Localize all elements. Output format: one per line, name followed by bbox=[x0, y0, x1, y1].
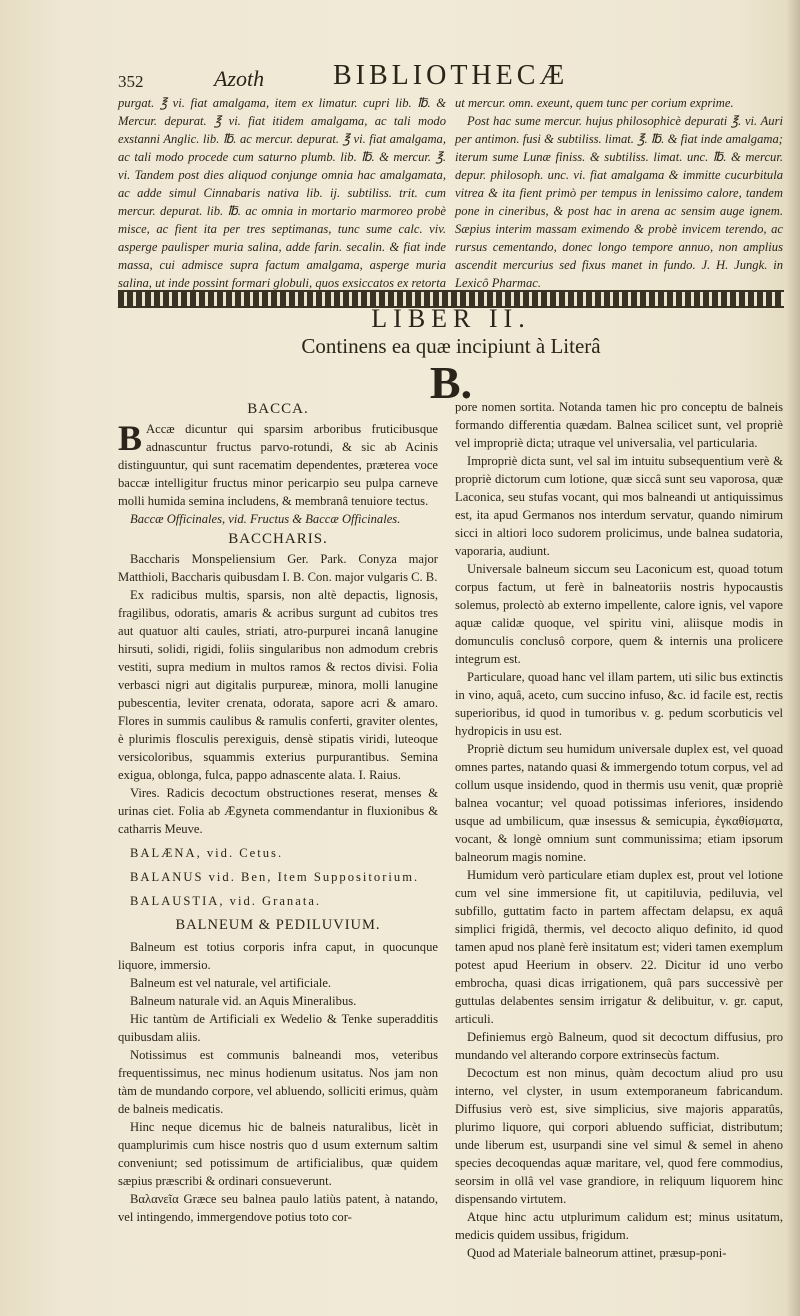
right-column bbox=[455, 398, 783, 1262]
entry-text: pore nomen sortita. Notanda tamen hic pro conceptu de balneis formando differentia quædam. Balnea scilicet sunt, vel propriè vel impropriè dicta; utraque vel universalia, vel particularia. bbox=[455, 400, 783, 450]
entry-text: Particulare, quoad hanc vel illam partem, uti silic bus extinctis in vino, aquâ, aceto, cum succino infuso, &c. id facile est, rectis superioribus, id quod in tumoribus v. g. pedum scorbuticis vel hydropicis in usu est. bbox=[455, 670, 783, 738]
drop-cap: B bbox=[118, 418, 143, 458]
entry-text: Decoctum est non minus, quàm decoctum aliud pro usu interno, vel clyster, in usum extemporaneum fabricandum. Diffusius verò est, sive simplicius, sive majoris apparatûs, plurimo liquore, qui corpori abluendo sufficiat, distributum; unde liberum est, usurpandi sine vel simul & semel in aheno species decoquendas aquæ maritare, vel, quod fere commodius, seorsim in ollâ vel vase grandiore, in reliquum liquorem hinc dispensando virtutem. bbox=[455, 1066, 783, 1206]
head-word: Azoth bbox=[214, 66, 265, 91]
entry-text: Quod ad Materiale balneorum attinet, præsup-poni- bbox=[467, 1246, 727, 1260]
entry-text: Balneum est totius corporis infra caput, in quocunque liquore, immersio. bbox=[118, 940, 438, 972]
cross-reference: BALAUSTIA, vid. Granata. bbox=[130, 894, 322, 908]
section-letter: B. bbox=[429, 357, 473, 408]
page-edge-shadow bbox=[786, 0, 800, 1316]
running-title: BIBLIOTHECÆ bbox=[333, 60, 569, 91]
top-right-paragraph: ut mercur. omn. exeunt, quem tunc per corium exprime. bbox=[455, 96, 734, 110]
entry-text: Propriè dictum seu humidum universale duplex est, vel quoad omnes partes, natando quasi & immergendo totum corpus, vel ad collum usque insidendo, quod in thermis usu venit, quæ propriè balnea vocantur; vel quoad potissimas inferiores, insidendo usque ad umbilicum, quæ insessus & semicupia, ἐγκαθίσματα, vocant, & longè omnium sunt communissima; etiam ipsorum balneorum magis nomine. bbox=[455, 742, 783, 864]
cross-reference: BALANUS vid. Ben, Item Suppositorium. bbox=[130, 870, 420, 884]
running-head bbox=[118, 58, 778, 92]
entry-heading-balneum: BALNEUM & PEDILUVIUM. bbox=[175, 917, 381, 933]
entry-text: Hinc neque dicemus hic de balneis naturalibus, licèt in quamplurimis cum hisce nostris quo d usum externum saltim conveniunt; sed potissimum de artificialibus, quæ quidem sæpius præscribi & ordinari consueverunt. bbox=[118, 1120, 438, 1188]
entry-text: Balneum est vel naturale, vel artificiale. bbox=[130, 976, 332, 990]
top-right-column bbox=[455, 94, 783, 292]
entry-text: Baccharis Monspeliensium Ger. Park. Conyza major Matthioli, Baccharis quibusdam I. B. Con. major vulgaris C. B. bbox=[118, 552, 438, 584]
cross-reference: BALÆNA, vid. Cetus. bbox=[130, 846, 284, 860]
book-subtitle: Continens ea quæ incipiunt à Literâ bbox=[301, 334, 601, 358]
entry-heading-bacca: BACCA. bbox=[247, 401, 309, 417]
top-left-column bbox=[118, 94, 446, 310]
entry-heading-baccharis: BACCHARIS. bbox=[228, 531, 328, 547]
entry-text: Balneum naturale vid. an Aquis Mineralibus. bbox=[130, 994, 357, 1008]
top-right-paragraph: Post hac sume mercur. hujus philosophicè depurati ℥. vi. Auri per antimon. fusi & subtiliss. limat. ℥. ℔. & fiat inde amalgama; iterum sume Lunæ finiss. & subtiliss. limat. unc. ℔. & mercur. depur. philosoph. unc. vi. fiat amalgama & immitte cucurbitula vitrea & ita fient primò per tempus in lenissimo calore, tandem pone in cineribus, & post hac in arena ac sensim auge ignem. Sæpius interim massam eximendo & probè invicem terendo, ac rursus cementando, donec longo tempore annuo, non amplius ascendit mercurius sed fixus manet in fundo. J. H. Jungk. in Lexicô Pharmac. bbox=[455, 114, 783, 290]
entry-text: Βαλανεῖα Græce seu balnea paulo latiùs patent, à natando, vel intingendo, immergendove potius toto cor- bbox=[118, 1192, 438, 1224]
entry-text: Hic tantùm de Artificiali ex Wedelio & Tenke superadditis quibusdam aliis. bbox=[118, 1012, 438, 1044]
entry-text: Baccæ Officinales, vid. Fructus & Baccæ Officinales. bbox=[130, 512, 401, 526]
top-left-paragraph: purgat. ℥ vi. fiat amalgama, item ex limatur. cupri lib. ℔. & Mercur. depurat. ℥ vi. fiat itidem amalgama, ac tali modo exstanni Anglic. lib. ℔. ac mercur. depurat. ℥ vi. fiat amalgama, ac tali modo procede cum saturno plumb. lib. ℔. & mercur. ℥. vi. Tandem post dies aliquod conjunge omnia hac amalgamata, ac adde simul Cinnabaris nativa lib. ij. subtiliss. trit. cum mercur. depurat. lib. ℔. ac omnia in mortario marmoreo probè misce, ac fient ita per tres septimanas, tunc sume calc. viv. asperge paulisper muria salina, adde farin. secalin. & fiat inde massa, cui admisce supra factum amalgama, asperge muria salina, ut inde possint formari globuli, quos exsiccatos ex retorta bbox=[118, 96, 447, 290]
left-column bbox=[118, 398, 438, 1226]
entry-text: Humidum verò particulare etiam duplex est, prout vel lotione cum vel sine immersione fit, ut capitiluvia, pediluvia, vel subfillo, guttatim facto in partem affectam delapsu, ex aquâ simplici frigidâ, thermis, vel decocto aliquo definito, id quod tamen apud nos planè ferè insitatum est; videri tamen exemplum potest apud Heerium in observ. 22. Dicitur id uno verbo embrocha, quasi dicas irrigationem, quâ pars successivè per guttulas delabentes sensim irrigatur & delibuitur, v. gr. caput, articuli. bbox=[455, 868, 783, 1026]
entry-text: Impropriè dicta sunt, vel sal im intuitu subsequentium verè & propriè dictorum cum lotione, quæ siccâ sunt seu vaporosa, quæ Laconica, seu stufas vocant, qui mos balneandi ut antiquissimus est, ita apud Germanos nos interdum servatur, quando nimirum sicci in altiori loco sudorem prolicimus, unde balnea sudatoria, vaporaria, audiunt. bbox=[455, 454, 783, 558]
page-number: 352 bbox=[118, 72, 144, 91]
entry-text: Universale balneum siccum seu Laconicum est, quoad totum corpus factum, ut ferè in balneatoriis nostris hypocaustis solemus, prolectò ab externo impellente, calore ignis, vel vapore aquæ calidæ quoque, vel spiritu vini, aliisque modis in domunculis conclusô corpore, quem & internis una prolicere integrum est. bbox=[455, 562, 783, 666]
entry-text: Accæ dicuntur qui sparsim arboribus fruticibusque adnascuntur fructus parvo-rotundi, & sic ab Acinis distinguuntur, qui sunt racematim dependentes, præterea voce baccæ intelligitur fructus minor pericarpio seu pulpa carneve molli humida semina includens, & membranâ tenuiore tectus. bbox=[118, 422, 438, 508]
entry-text: Atque hinc actu utplurimum calidum est; minus usitatum, medicis quidem ussibus, frigidum. bbox=[455, 1210, 783, 1242]
book-title: LIBER II. bbox=[371, 304, 531, 333]
entry-text: Definiemus ergò Balneum, quod sit decoctum diffusius, pro mundando vel alterando corpore extrinsecùs factum. bbox=[455, 1030, 783, 1062]
entry-text: Ex radicibus multis, sparsis, non altè depactis, lignosis, fragilibus, odoratis, amaris & acribus surgunt ad cubitos tres aut quatuor alti caules, striati, atro-purpurei incanâ lanugine hirsuti, solidi, rigidi, foliis singularibus non admodum crebris vestiti, supra medium in multos ramos & rectos divisi. Folia verbasci nigri aut digitalis purpureæ, minora, molli lanugine pubescentia, leviter crenata, odorata, sapore acri & amaro. Flores in summis caulibus & ramulis conferti, graviter olentes, è plurimis flosculis perexiguis, densè stipatis viridi, luteoque versicoloribus, squammis exterius purpurantibus. Semina exigua, oblonga, fulca, pappo adnascente alata. I. Raius. bbox=[118, 588, 438, 782]
entry-text: Notissimus est communis balneandi mos, veteribus frequentissimus, nec minus hodienum usitatus. Nos jam non tàm de mundando corpore, vel abluendo, solliciti erimus, quàm de balneis medicatis. bbox=[118, 1048, 438, 1116]
entry-text: Vires. Radicis decoctum obstructiones reserat, menses & urinas ciet. Folia ab Ægyneta commendantur in fluxionibus & catharris Meuve. bbox=[118, 786, 438, 836]
